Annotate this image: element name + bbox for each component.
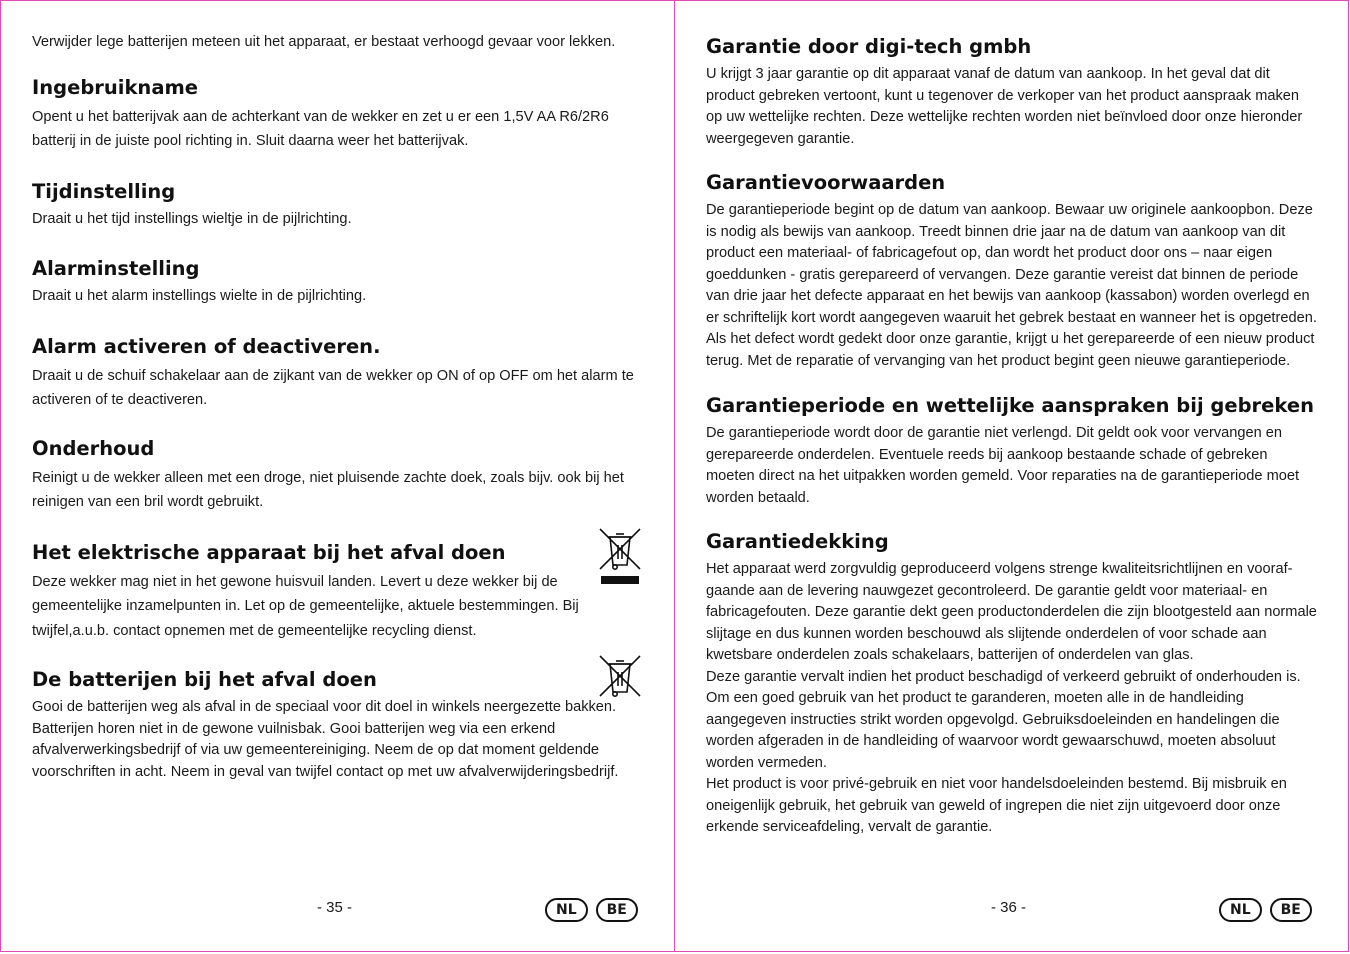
intro-text: Verwijder lege batterijen meteen uit het apparaat, er bestaat verhoogd gevaar voor lekken. xyxy=(32,34,616,50)
page-number: - 35 - xyxy=(317,899,353,916)
section-title: Garantie door digi-tech gmbh xyxy=(706,35,1032,58)
right-column xyxy=(706,35,1318,839)
section-body: Draait u de schuif schakelaar aan de zijkant van de wekker op ON of op OFF om het alarm te activeren of te deactiveren. xyxy=(32,367,634,408)
badge-nl: NL xyxy=(545,898,588,922)
section-title: Ingebruikname xyxy=(32,75,199,99)
language-badges xyxy=(545,898,638,922)
section-body: Gooi de batterijen weg als afval in de speciaal voor dit doel in winkels neergezette bakken. Batterijen horen niet in de gewone vuilnisbak. Gooi batterijen weg via een erkend afvalverwerkingsbedrijf of via uw gemeentereiniging. Neem de op dat moment geldende voorschriften in acht. Neem in geval van twijfel contact op met uw afvalverwijderingsbedrijf. xyxy=(32,699,619,780)
section-body: U krijgt 3 jaar garantie op dit apparaat vanaf de datum van aankoop. In het geval dat dit product gebreken vertoont, kunt u tegenover de verkoper van het product aanspraak maken op uw wettelijke rechten. Deze wettelijke rechten worden niet beïnvloed door onze hieronder weergegeven garantie. xyxy=(706,66,1303,147)
section-title: De batterijen bij het afval doen xyxy=(32,668,377,691)
section-title: Tijdinstelling xyxy=(32,179,176,203)
badge-be: BE xyxy=(596,898,638,922)
section-onderhoud xyxy=(32,437,644,514)
section-title: Garantiedekking xyxy=(706,530,889,553)
section-alarm-activeren xyxy=(32,335,644,412)
section-body: Draait u het tijd instellings wieltje in de pijlrichting. xyxy=(32,210,352,227)
section-alarminstelling xyxy=(32,257,644,308)
section-title: Alarm activeren of deactiveren. xyxy=(32,334,381,358)
section-body: Reinigt u de wekker alleen met een droge, niet pluisende zachte doek, zoals bijv. ook bij het reinigen van een bril wordt gebruikt. xyxy=(32,469,624,510)
section-body-continued: Deze garantie vervalt indien het product beschadigd of verkeerd gebruikt of onderhouden is. Om een goed gebruik van het product te garanderen, moeten alle in de handleiding aangegeven instructies strikt worden opgevolgd. Gebruiksdoeleinden en handelingen die worden afgeraden in de handleiding of waarvoor wordt gewaarschuwd, moeten absoluut worden vermeden. xyxy=(706,668,1301,771)
section-garantiedekking xyxy=(706,530,1318,839)
section-garantieperiode xyxy=(706,394,1318,509)
section-body: Het apparaat werd zorgvuldig geproduceerd volgens strenge kwaliteitsrichtlijnen en voorafgaande aan de levering nauwgezet gecontroleerd. De garantie geldt voor materiaal- en fabricagefouten. Deze garantie dekt geen productonderdelen die zijn blootgesteld aan normale slijtage en dus kunnen worden beschouwd als slijtende onderdelen of voor schade aan kwetsbare onderdelen zoals schakelaars, batterijen of onderdelen van glas. xyxy=(706,561,1317,663)
crossed-out-wheelie-bin-icon xyxy=(598,654,642,705)
section-body: Opent u het batterijvak aan de achterkant van de wekker en zet u er een 1,5V AA R6/2R6 batterij in de juiste pool richting in. Sluit daarna weer het batterijvak. xyxy=(32,108,609,149)
badge-be: BE xyxy=(1270,898,1312,922)
left-column xyxy=(32,31,644,783)
section-garantie-digitech xyxy=(706,35,1318,150)
section-title: Alarminstelling xyxy=(32,257,200,280)
section-title: Garantieperiode en wettelijke aanspraken bij gebreken xyxy=(706,394,1314,417)
section-body: De garantieperiode begint op de datum van aankoop. Bewaar uw originele aankoopbon. Deze is nodig als bewijs van aankoop. Treedt binnen drie jaar na de datum van aankoop van dit product een materiaal- of fabricagefout op, dan wordt het product door ons – naar eigen goeddunken - gratis gerepareerd of vervangen. Deze garantie vereist dat binnen de periode van drie jaar het defecte apparaat en het bewijs van aankoop (kassabon) worden overlegd en er schriftelijk kort wordt aangegeven waaruit het gebrek bestaat en wanneer het is opgetreden. Als het defect wordt gedekt door onze garantie, krijgt u het gerepareerde of een nieuw product terug. Met de reparatie of vervanging van het product begint geen nieuwe garantieperiode. xyxy=(706,202,1317,369)
section-garantievoorwaarden xyxy=(706,171,1318,372)
section-body-continued: Het product is voor privé-gebruik en niet voor handelsdoeleinden bestemd. Bij misbruik en oneigenlijk gebruik, het gebruik van geweld of ingrepen die niet zijn uitgevoerd door onze erkende serviceafdeling, vervalt de garantie. xyxy=(706,776,1287,835)
section-body: De garantieperiode wordt door de garantie niet verlengd. Dit geldt ook voor vervangen en gerepareerde onderdelen. Eventuele reeds bij aankoop bestaande schade of gebreken moeten direct na het uitpakken worden gemeld. Voor reparaties na de garantieperiode moet worden betaald. xyxy=(706,425,1300,506)
page-number: - 36 - xyxy=(991,899,1027,916)
section-ingebruikname xyxy=(32,76,644,153)
section-body: Draait u het alarm instellings wielte in de pijlrichting. xyxy=(32,288,367,304)
left-page xyxy=(0,0,675,952)
section-body: Deze wekker mag niet in het gewone huisvuil landen. Levert u deze wekker bij de gemeentelijke inzamelpunten in. Let op de gemeentelijke, aktuele bestemmingen. Bij twijfel,a.u.b. contact opnemen met de gemeentelijke recycling dienst. xyxy=(32,573,579,639)
section-elektrisch-afval xyxy=(32,541,644,644)
section-title: Het elektrische apparaat bij het afval doen xyxy=(32,540,506,564)
section-title: Onderhoud xyxy=(32,436,155,460)
section-batterijen-afval xyxy=(32,668,644,783)
section-title: Garantievoorwaarden xyxy=(706,171,946,194)
section-tijdinstelling xyxy=(32,180,644,231)
crossed-out-wheelie-bin-icon xyxy=(598,527,642,594)
right-page xyxy=(674,0,1349,952)
badge-nl: NL xyxy=(1219,898,1262,922)
language-badges xyxy=(1219,898,1312,922)
